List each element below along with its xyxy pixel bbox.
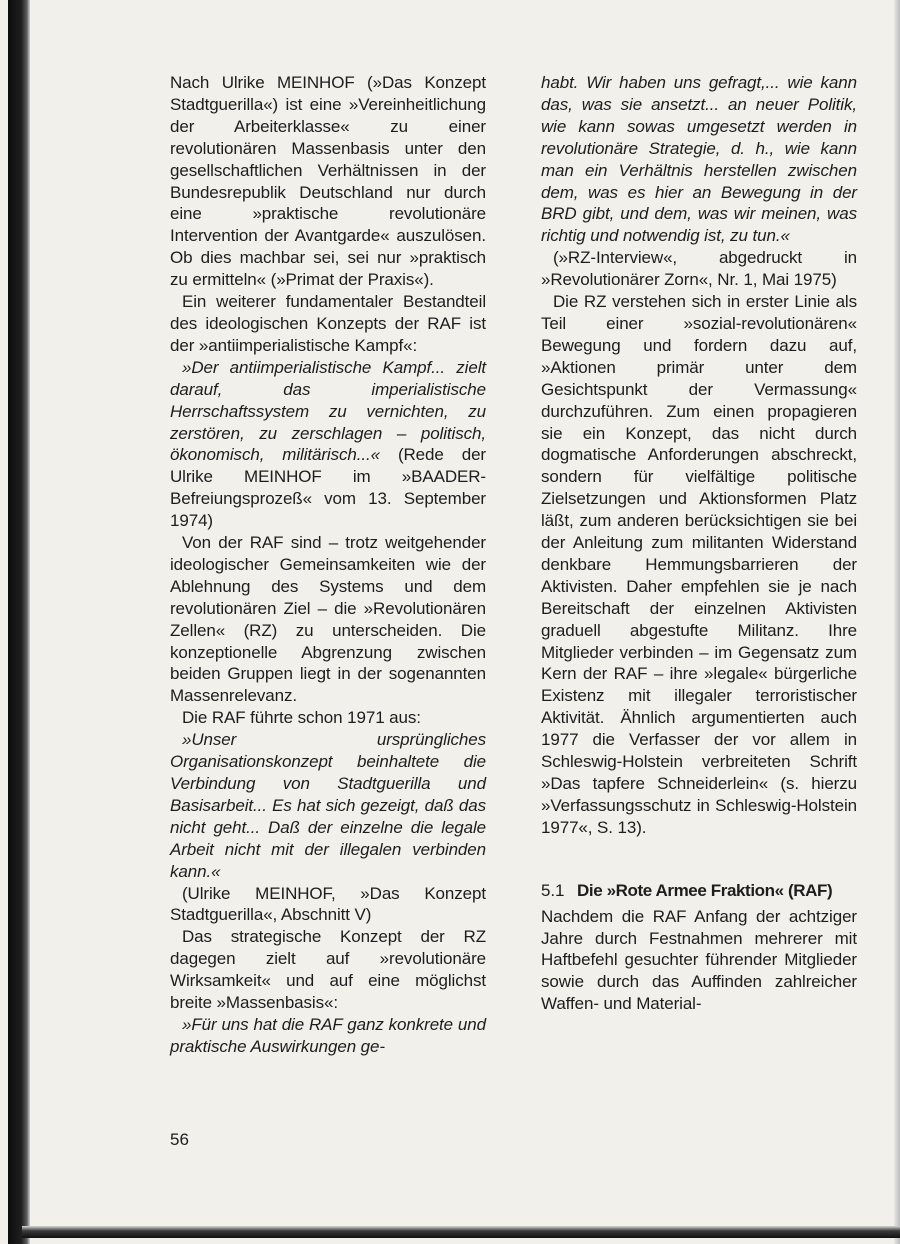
paragraph: Nach Ulrike MEINHOF (»Das Konzept Stadtguerilla«) ist eine »Vereinheitlichung der Arbeiterklasse« zu einer revolutionären Massenbasis unter den gesellschaftlichen Verhältnissen in der Bundesrepublik Deutschland nur durch eine »praktische revolutionäre Intervention der Avantgarde« auszulösen. Ob dies machbar sei, sei nur »praktisch zu ermitteln« (»Primat der Praxis«). (170, 73, 486, 290)
section-title: Die »Rote Armee Fraktion« (RAF) (577, 880, 833, 900)
quote-text: »Unser ursprüngliches Organisationskonzept beinhaltete die Verbindung von Stadtguerilla und Basisarbeit... Es hat sich gezeigt, daß das nicht geht... Daß der einzelne die legale Arbeit nicht mit der illegalen verbinden kann.« (170, 730, 486, 881)
quote-source: (Ulrike MEINHOF, »Das Konzept Stadtguerilla«, Abschnitt V) (170, 883, 486, 925)
scan-border-right (894, 0, 900, 1244)
quote-source: (»RZ-Interview«, abgedruckt in »Revolutionärer Zorn«, Nr. 1, Mai 1975) (541, 248, 857, 290)
paragraph: Die RZ verstehen sich in erster Linie als Teil einer »sozial-revolutionären« Bewegung und fordern dazu auf, »Aktionen primär unter dem Gesichtspunkt der Vermassung« durchzuführen. Zum einen propagieren sie ein Konzept, das nicht durch dogmatische Anforderungen abschreckt, sondern für vielfältige politische Zielsetzungen und Aktionsformen Platz läßt, zum anderen berücksichtigen sie bei der Anleitung zum militanten Widerstand denkbare Hemmungsbarrieren der Aktivisten. Daher empfehlen sie je nach Bereitschaft der einzelnen Aktivisten graduell abgestufte Militanz. Ihre Mitglieder verbinden – im Gegensatz zum Kern der RAF – ihre »legale« bürgerliche Existenz mit illegaler terroristischer Aktivität. Ähnlich argumentierten auch 1977 die Verfasser der vor allem in Schleswig-Holstein verbreiteten Schrift »Das tapfere Schneiderlein« (s. hierzu »Verfassungsschutz in Schleswig-Holstein 1977«, S. 13). (541, 292, 857, 837)
paragraph: Nachdem die RAF Anfang der achtziger Jahre durch Festnahmen mehrerer mit Haftbefehl gesuchter führender Mitglieder sowie durch das Auffinden zahlreicher Waffen- und Material- (541, 906, 857, 1014)
paragraph: Ein weiterer fundamentaler Bestandteil des ideologischen Konzepts der RAF ist der »antiimperialistische Kampf«: (170, 292, 486, 355)
quote-source: (Rede der Ulrike MEINHOF im »BAADER-Befreiungsprozeß« vom 13. September 1974) (170, 445, 486, 531)
paragraph: Von der RAF sind – trotz weitgehender ideologischer Gemeinsamkeiten wie der Ablehnung des Systems und dem revolutionären Ziel – die »Revolutionären Zellen« (RZ) zu unterscheiden. Die konzeptionelle Abgrenzung zwischen beiden Gruppen liegt in der sogenannten Massenrelevanz. (170, 533, 486, 706)
page-number: 56 (170, 1130, 189, 1149)
right-column (541, 72, 857, 1015)
section-number: 5.1 (541, 880, 565, 900)
quote-text: »Für uns hat die RAF ganz konkrete und praktische Auswirkungen ge- (170, 1014, 486, 1056)
quote-text: »Der antiimperialistische Kampf... zielt darauf, das imperialistische Herrschaftssystem zu vernichten, zu zerstören, zu zerschlagen – politisch, ökonomisch, militärisch...« (170, 357, 486, 465)
block-quote (170, 357, 486, 532)
scan-border-left (8, 0, 30, 1244)
section-heading (541, 880, 857, 902)
paragraph: Die RAF führte schon 1971 aus: (182, 708, 421, 728)
quote-text: habt. Wir haben uns gefragt,... wie kann das, was sie ansetzt... an neuer Politik, wie kann sowas umgesetzt werden in revolutionäre Strategie, d. h., wie kann man ein Verhältnis herstellen zwischen dem, was es hier an Bewegung in der BRD gibt, und dem, was wir meinen, was richtig und notwendig ist, zu tun.« (541, 73, 857, 246)
scan-border-bottom (22, 1226, 900, 1238)
paragraph: Das strategische Konzept der RZ dagegen zielt auf »revolutionäre Wirksamkeit« und auf eine möglichst breite »Massenbasis«: (170, 927, 486, 1013)
left-column (170, 72, 486, 1058)
